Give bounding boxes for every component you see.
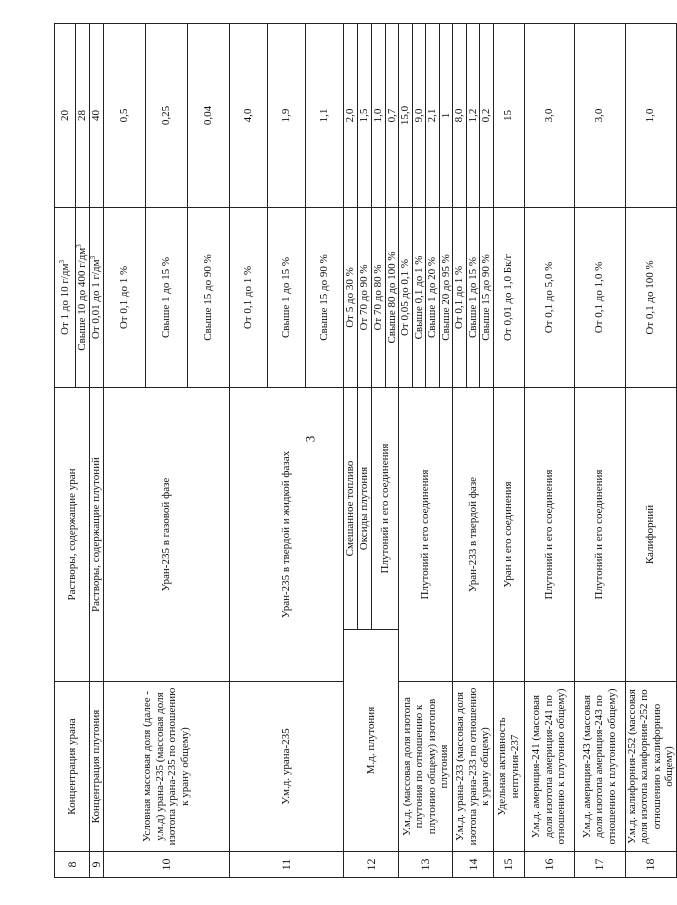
value-cell: 1,5 xyxy=(357,24,371,208)
range-cell: Свыше 80 до 100 % xyxy=(385,208,399,388)
parameter-name: Концентрация урана xyxy=(55,682,90,852)
parameter-name: Удельная активность нептуния-237 xyxy=(493,682,524,852)
range-cell: От 0,1 до 5,0 % xyxy=(524,208,574,388)
range-cell: Свыше 10 до 400 $г/дм^3$ xyxy=(76,208,90,388)
row-number: 15 xyxy=(493,852,524,878)
range-cell: От 0,1 до 1 % xyxy=(103,208,145,388)
value-cell: 0,5 xyxy=(103,24,145,208)
row-number: 10 xyxy=(103,852,229,878)
range-cell: Свыше 15 до 90 % xyxy=(305,208,343,388)
material-cell: Оксиды плутония xyxy=(357,388,371,630)
material-cell: Уран и его соединения xyxy=(493,388,524,682)
material-cell: Калифорний xyxy=(625,388,676,682)
material-cell: Уран-235 в твердой и жидкой фазах xyxy=(229,388,343,682)
value-cell: 15,0 xyxy=(399,24,413,208)
range-cell: Свыше 15 до 90 % xyxy=(480,208,494,388)
range-cell: От 1 до 10 $г/дм^3$ xyxy=(55,208,76,388)
superscript: 3 xyxy=(75,244,83,248)
value-cell: 3,0 xyxy=(524,24,574,208)
row-number: 13 xyxy=(399,852,453,878)
range-cell: От 0,1 до 1 % xyxy=(453,208,467,388)
value-cell: 40 xyxy=(89,24,103,208)
value-cell: 3,0 xyxy=(574,24,625,208)
superscript: 3 xyxy=(57,260,66,264)
range-cell: От 0,1 до 1 % xyxy=(229,208,267,388)
material-cell: Растворы, содержащие уран xyxy=(55,388,90,682)
parameter-name: У.м.д. америция-241 (массовая доля изотопа америция-241 по отношению к плутонию общему) xyxy=(524,682,574,852)
material-cell: Уран-235 в газовой фазе xyxy=(103,388,229,682)
parameter-name: У.м.д. урана-235 xyxy=(229,682,343,852)
material-cell: Плутоний и его соединения xyxy=(574,388,625,682)
value-cell: 9,0 xyxy=(412,24,426,208)
parameter-name: У.м.д. урана-233 (массовая доля изотопа урана-233 по отношению к урану общему) xyxy=(453,682,494,852)
table-row xyxy=(574,24,625,878)
value-cell: 15 xyxy=(493,24,524,208)
material-cell: Смешанное топливо xyxy=(343,388,357,630)
rotated-table-container xyxy=(54,24,675,878)
material-cell: Плутоний и его соединения xyxy=(524,388,574,682)
table-row xyxy=(343,24,357,878)
range-cell: От 5 до 30 % xyxy=(343,208,357,388)
row-number: 8 xyxy=(55,852,90,878)
range-cell: От 0,01 до 1,0 Бк/г xyxy=(493,208,524,388)
table-row xyxy=(453,24,467,878)
table-row xyxy=(625,24,676,878)
table-row xyxy=(89,24,103,878)
parameter-name: Концентрация плутония xyxy=(89,682,103,852)
document-page xyxy=(54,24,675,878)
row-number: 11 xyxy=(229,852,343,878)
row-number: 12 xyxy=(343,852,399,878)
range-cell: От 0,01 до 1 $г/дм^3$ xyxy=(89,208,103,388)
value-cell: 2,0 xyxy=(343,24,357,208)
range-cell: От 0,05 до 0,1 % xyxy=(399,208,413,388)
value-cell: 1,0 xyxy=(371,24,385,208)
range-cell: От 70 до 90 % xyxy=(357,208,371,388)
material-cell: Плутоний и его соединения xyxy=(371,388,399,630)
row-number: 14 xyxy=(453,852,494,878)
value-cell: 1,2 xyxy=(466,24,480,208)
parameter-name: М.д. плутония xyxy=(343,630,399,852)
value-cell: 2,1 xyxy=(426,24,440,208)
range-cell: От 0,1 до 100 % xyxy=(625,208,676,388)
value-cell: 8,0 xyxy=(453,24,467,208)
range-cell: Свыше 1 до 15 % xyxy=(267,208,305,388)
measurement-table xyxy=(54,23,677,878)
value-cell: 0,2 xyxy=(480,24,494,208)
range-cell: Свыше 1 до 15 % xyxy=(145,208,187,388)
value-cell: 0,7 xyxy=(385,24,399,208)
material-cell: Растворы, содержащие плутоний xyxy=(89,388,103,682)
table-row xyxy=(399,24,413,878)
value-cell: 20 xyxy=(55,24,76,208)
range-cell: Свыше 15 до 90 % xyxy=(187,208,229,388)
material-cell: Плутоний и его соединения xyxy=(399,388,453,682)
value-cell: 1,0 xyxy=(625,24,676,208)
parameter-name: У.м.д. калифорния-252 (массовая доля изотопа калифорния-252 по отношению к калифорнию общему) xyxy=(625,682,676,852)
parameter-name: У.м.д. америция-243 (массовая доля изотопа америция-243 по отношению к плутонию общему) xyxy=(574,682,625,852)
row-number: 9 xyxy=(89,852,103,878)
value-cell: 1,1 xyxy=(305,24,343,208)
table-body xyxy=(55,24,677,878)
table-row xyxy=(229,24,267,878)
range-cell: Свыше 1 до 15 % xyxy=(466,208,480,388)
table-row xyxy=(103,24,145,878)
range-cell: Свыше 0,1 до 1 % xyxy=(412,208,426,388)
parameter-name: Условная массовая доля (далее - у.м.д) урана-235 (массовая доля изотопа урана-235 по отношению к урану общему) xyxy=(103,682,229,852)
value-cell: 0,04 xyxy=(187,24,229,208)
table-row xyxy=(524,24,574,878)
range-cell: От 70 до 80 % xyxy=(371,208,385,388)
table-row xyxy=(55,24,76,878)
page-number: 3 xyxy=(302,435,318,443)
value-cell: 1 xyxy=(439,24,453,208)
range-cell: От 0,1 до 1,0 % xyxy=(574,208,625,388)
value-cell: 0,25 xyxy=(145,24,187,208)
value-cell: 4,0 xyxy=(229,24,267,208)
row-number: 17 xyxy=(574,852,625,878)
row-number: 16 xyxy=(524,852,574,878)
table-row xyxy=(493,24,524,878)
material-cell: Уран-233 в твердой фазе xyxy=(453,388,494,682)
value-cell: 1,9 xyxy=(267,24,305,208)
value-cell: 28 xyxy=(76,24,90,208)
parameter-name: У.м.д. (массовая доля изотопа плутония по отношению к плутонию общему) изотопов плутония xyxy=(399,682,453,852)
range-cell: Свыше 1 до 20 % xyxy=(426,208,440,388)
superscript: 3 xyxy=(88,255,97,260)
row-number: 18 xyxy=(625,852,676,878)
range-cell: Свыше 20 до 95 % xyxy=(439,208,453,388)
